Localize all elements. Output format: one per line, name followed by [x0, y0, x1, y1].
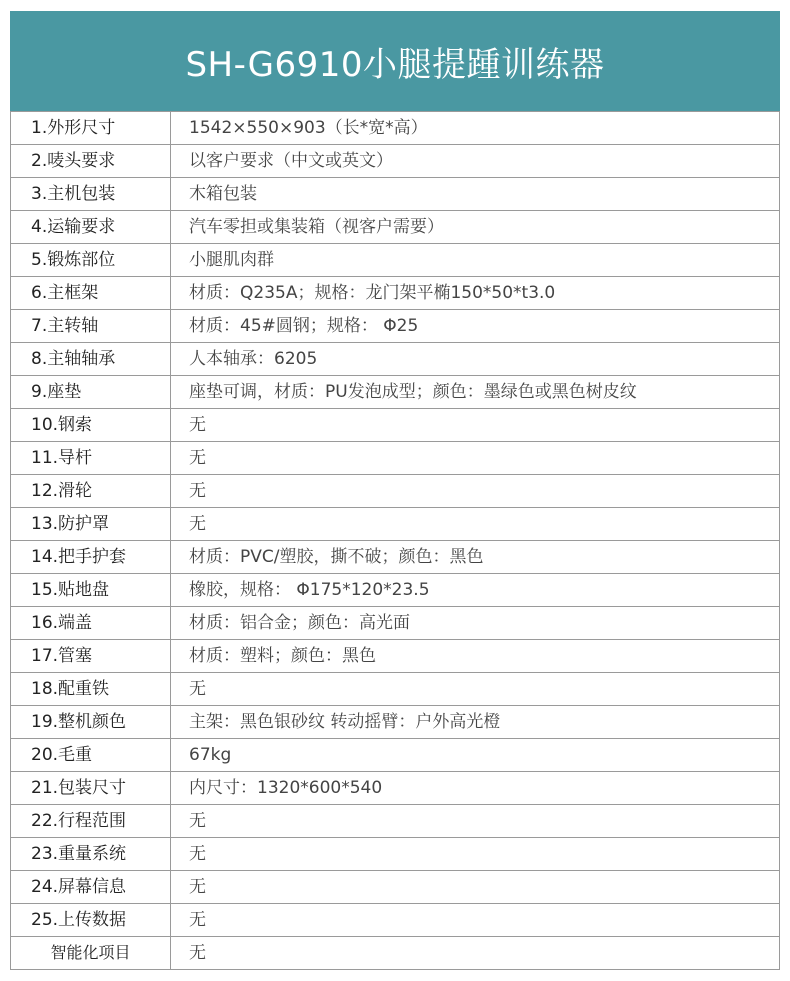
spec-value: 无	[171, 475, 780, 508]
table-row	[11, 739, 780, 772]
spec-label: 13.防护罩	[11, 508, 171, 541]
spec-label: 10.钢索	[11, 409, 171, 442]
table-row	[11, 475, 780, 508]
table-row	[11, 310, 780, 343]
spec-value: 无	[171, 838, 780, 871]
spec-label: 12.滑轮	[11, 475, 171, 508]
table-row	[11, 508, 780, 541]
spec-value: 1542×550×903（长*宽*高）	[171, 112, 780, 145]
spec-label: 4.运输要求	[11, 211, 171, 244]
table-row	[11, 541, 780, 574]
spec-value: 无	[171, 871, 780, 904]
spec-label: 20.毛重	[11, 739, 171, 772]
table-row	[11, 838, 780, 871]
spec-value: 无	[171, 409, 780, 442]
table-row	[11, 937, 780, 970]
table-row	[11, 178, 780, 211]
spec-value: 座垫可调，材质：PU发泡成型；颜色：墨绿色或黑色树皮纹	[171, 376, 780, 409]
spec-label: 2.唛头要求	[11, 145, 171, 178]
table-row	[11, 145, 780, 178]
spec-value: 内尺寸：1320*600*540	[171, 772, 780, 805]
spec-label: 14.把手护套	[11, 541, 171, 574]
table-row	[11, 805, 780, 838]
table-row	[11, 640, 780, 673]
table-row	[11, 112, 780, 145]
table-row	[11, 277, 780, 310]
spec-label: 6.主框架	[11, 277, 171, 310]
spec-value: 人本轴承：6205	[171, 343, 780, 376]
table-row	[11, 574, 780, 607]
spec-label: 8.主轴轴承	[11, 343, 171, 376]
spec-value: 材质：PVC/塑胶，撕不破；颜色：黑色	[171, 541, 780, 574]
table-row	[11, 442, 780, 475]
table-row	[11, 409, 780, 442]
spec-value: 材质：Q235A；规格：龙门架平椭150*50*t3.0	[171, 277, 780, 310]
spec-table	[10, 111, 780, 970]
spec-label: 9.座垫	[11, 376, 171, 409]
spec-value: 主架：黑色银砂纹 转动摇臂：户外高光橙	[171, 706, 780, 739]
page-title: SH-G6910小腿提踵训练器	[185, 44, 605, 85]
table-row	[11, 904, 780, 937]
spec-label: 24.屏幕信息	[11, 871, 171, 904]
spec-value: 材质：塑料；颜色：黑色	[171, 640, 780, 673]
spec-label: 23.重量系统	[11, 838, 171, 871]
title-banner	[10, 11, 780, 111]
spec-label: 17.管塞	[11, 640, 171, 673]
spec-label: 1.外形尺寸	[11, 112, 171, 145]
spec-value: 无	[171, 508, 780, 541]
spec-value: 67kg	[171, 739, 780, 772]
spec-label: 22.行程范围	[11, 805, 171, 838]
spec-label: 7.主转轴	[11, 310, 171, 343]
spec-label: 智能化项目	[11, 937, 171, 970]
spec-value: 无	[171, 805, 780, 838]
table-row	[11, 673, 780, 706]
spec-table-body	[11, 112, 780, 970]
spec-value: 无	[171, 442, 780, 475]
spec-label: 5.锻炼部位	[11, 244, 171, 277]
spec-label: 11.导杆	[11, 442, 171, 475]
spec-value: 橡胶，规格： Φ175*120*23.5	[171, 574, 780, 607]
table-row	[11, 343, 780, 376]
table-row	[11, 211, 780, 244]
table-row	[11, 871, 780, 904]
spec-value: 小腿肌肉群	[171, 244, 780, 277]
spec-value: 材质：铝合金；颜色：高光面	[171, 607, 780, 640]
spec-label: 21.包装尺寸	[11, 772, 171, 805]
table-row	[11, 607, 780, 640]
table-row	[11, 772, 780, 805]
spec-value: 无	[171, 673, 780, 706]
spec-value: 无	[171, 937, 780, 970]
spec-label: 3.主机包装	[11, 178, 171, 211]
spec-label: 19.整机颜色	[11, 706, 171, 739]
table-row	[11, 244, 780, 277]
spec-value: 木箱包装	[171, 178, 780, 211]
spec-label: 25.上传数据	[11, 904, 171, 937]
table-row	[11, 706, 780, 739]
spec-value: 以客户要求（中文或英文）	[171, 145, 780, 178]
spec-value: 材质：45#圆钢；规格： Φ25	[171, 310, 780, 343]
table-row	[11, 376, 780, 409]
spec-value: 汽车零担或集装箱（视客户需要）	[171, 211, 780, 244]
spec-label: 15.贴地盘	[11, 574, 171, 607]
spec-label: 18.配重铁	[11, 673, 171, 706]
spec-value: 无	[171, 904, 780, 937]
spec-label: 16.端盖	[11, 607, 171, 640]
